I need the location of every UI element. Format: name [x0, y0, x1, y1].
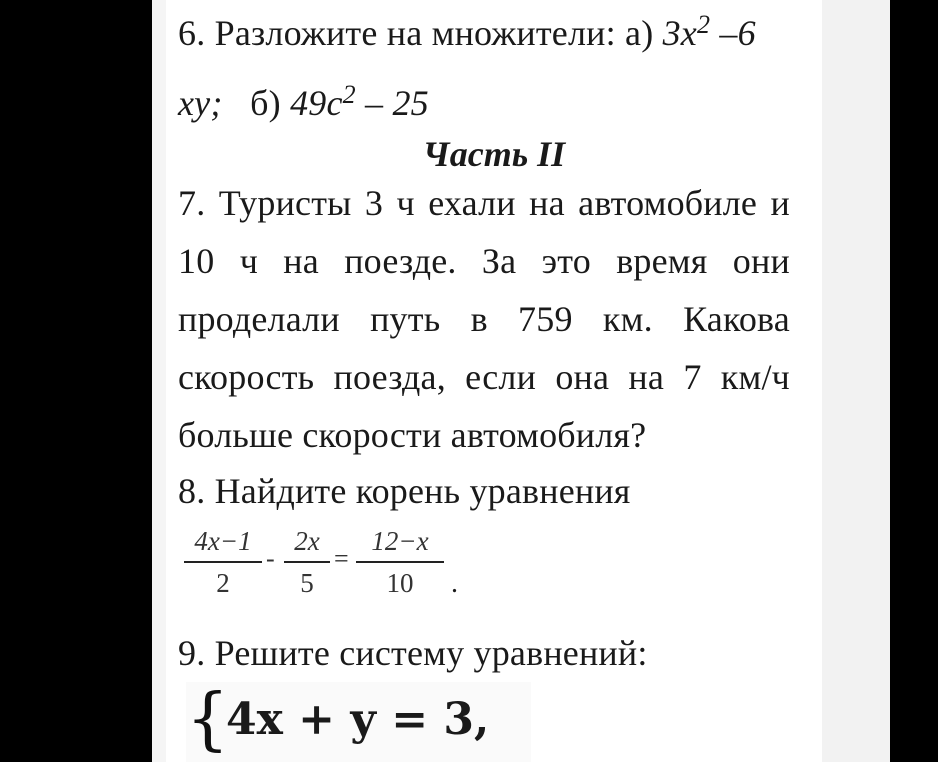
- fraction-3-bar: [356, 561, 444, 563]
- problem-7-word: ч: [396, 183, 415, 223]
- problem-7-line: [178, 298, 790, 340]
- problem-6-text: 6. Разложите на множители: а): [178, 13, 663, 53]
- fraction-1: [184, 524, 262, 600]
- problem-7-word: ч: [239, 241, 258, 281]
- fraction-3: [356, 524, 444, 600]
- expr-b-base: 49c: [290, 83, 343, 123]
- problem-6-line-1: [178, 12, 756, 54]
- fraction-2-bar: [284, 561, 330, 563]
- fraction-3-numerator: 12−x: [371, 526, 429, 556]
- problem-8-text: 8. Найдите корень уравнения: [178, 471, 631, 511]
- problem-7-word: она: [555, 357, 610, 397]
- problem-7-word: поезде.: [344, 241, 457, 281]
- problem-7-word: ехали: [428, 183, 516, 223]
- problem-7-word: если: [465, 357, 537, 397]
- problem-7-word: Какова: [683, 299, 790, 339]
- problem-7-word: время: [616, 241, 708, 281]
- problem-7-word: 7.: [178, 183, 206, 223]
- problem-7-word: путь: [370, 299, 441, 339]
- fraction-3-denominator: 10: [386, 568, 414, 598]
- right-black-bar: [890, 0, 938, 762]
- problem-7-word: За: [481, 241, 517, 281]
- expr-a-xy: xy;: [178, 83, 223, 123]
- problem-7-word: 3: [364, 183, 384, 223]
- problem-9-text: 9. Решите систему уравнений:: [178, 633, 648, 673]
- problem-7-word: на: [283, 241, 319, 281]
- fraction-1-denominator: 2: [216, 568, 230, 598]
- minus-sign: -: [266, 544, 275, 573]
- problem-7-word: на: [529, 183, 565, 223]
- fraction-1-bar: [184, 561, 262, 563]
- fraction-2-numerator: 2x: [294, 526, 320, 556]
- problem-6-line-2: [178, 82, 429, 124]
- system-brace: {: [186, 680, 230, 759]
- problem-7-word: и: [770, 183, 790, 223]
- equals-sign: =: [334, 544, 349, 573]
- problem-7-word: больше скорости автомобиля?: [178, 415, 647, 455]
- problem-7-word: проделали: [178, 299, 340, 339]
- equation-period: .: [451, 568, 458, 599]
- problem-7-line: [178, 356, 790, 398]
- problem-7-line: [178, 414, 646, 456]
- expr-b-exponent: 2: [342, 80, 356, 109]
- equation-system: [186, 682, 531, 762]
- problem-7-word: в: [470, 299, 488, 339]
- problem-7-word: 10: [178, 241, 215, 281]
- system-line-1: 4x + y = 3,: [226, 694, 490, 745]
- fraction-2-denominator: 5: [300, 568, 314, 598]
- expr-a-base: 3x: [662, 13, 697, 53]
- fraction-2: [284, 524, 330, 600]
- problem-7-line: [178, 240, 790, 282]
- section-heading: Часть II: [422, 134, 566, 174]
- equation: [184, 524, 484, 604]
- fraction-1-numerator: 4x−1: [194, 526, 252, 556]
- page-left-margin: [152, 0, 166, 762]
- document-page: [166, 0, 822, 762]
- problem-7-word: скорость: [178, 357, 315, 397]
- problem-7-word: 7: [683, 357, 702, 397]
- part-b-label: б): [250, 83, 291, 123]
- expr-a-rest: –6: [710, 13, 756, 53]
- expr-b-rest: – 25: [355, 83, 429, 123]
- left-black-bar: [0, 0, 152, 762]
- problem-7-word: автомобиле: [578, 183, 758, 223]
- problem-7-word: поезда,: [333, 357, 446, 397]
- page-right-margin: [822, 0, 890, 762]
- problem-7-word: Туристы: [218, 183, 352, 223]
- problem-7-word: км/ч: [720, 357, 790, 397]
- problem-7-word: км.: [602, 299, 653, 339]
- expr-a-exponent: 2: [696, 10, 711, 39]
- problem-7-line: [178, 182, 790, 224]
- problem-7-word: на: [628, 357, 665, 397]
- problem-7-word: они: [732, 241, 790, 281]
- problem-7-word: 759: [518, 299, 573, 339]
- problem-7-word: это: [541, 241, 591, 281]
